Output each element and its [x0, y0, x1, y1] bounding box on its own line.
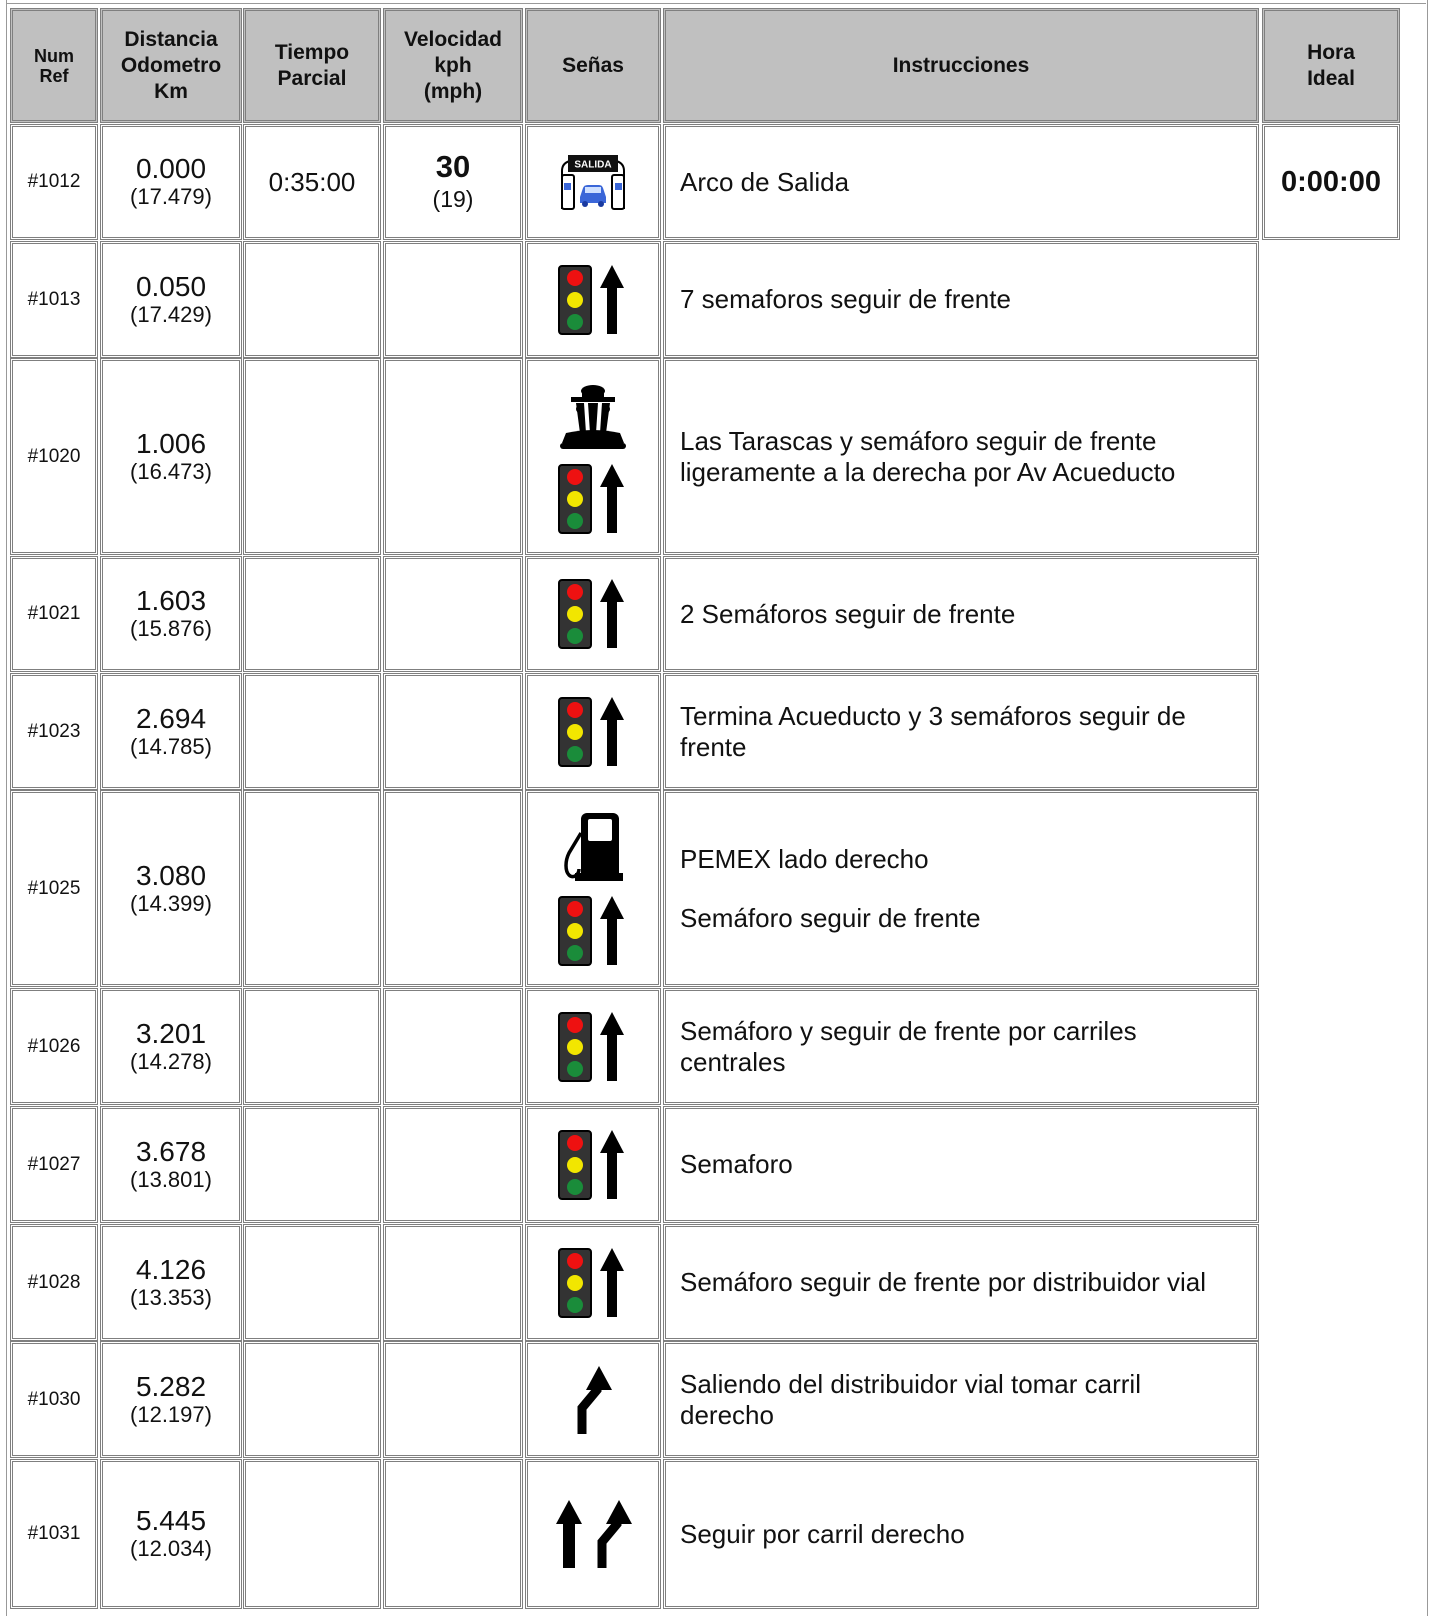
tiempo-parcial-cell	[243, 988, 381, 1105]
header-distancia-text: Distancia Odometro Km	[120, 27, 222, 103]
senas-cell	[525, 1106, 661, 1223]
ref-cell	[10, 1459, 98, 1609]
senas-cell	[525, 556, 661, 672]
ref-number: #1021	[27, 603, 81, 624]
tiempo-parcial-cell	[243, 556, 381, 672]
instrucciones-cell	[663, 673, 1259, 790]
traffic-light-straight-icon	[557, 264, 629, 336]
distance-remaining: (14.785)	[130, 733, 212, 759]
tiempo-parcial-cell	[243, 673, 381, 790]
instruction-text: Seguir por carril derecho	[680, 1518, 965, 1549]
distance-cell	[100, 358, 242, 555]
instruction-text: 7 semaforos seguir de frente	[680, 284, 1011, 314]
ref-number: #1030	[27, 1388, 81, 1410]
ref-number: #1027	[27, 1153, 81, 1175]
senas-cell	[525, 124, 661, 240]
instrucciones-cell	[663, 1224, 1259, 1341]
tiempo-parcial-cell	[243, 790, 381, 987]
salida-sign-label: SALIDA	[574, 159, 612, 171]
traffic-light-straight-icon	[557, 463, 629, 535]
bear-right-arrow-icon	[573, 1364, 613, 1436]
distance-remaining: (14.278)	[130, 1048, 212, 1074]
instruction-text: Saliendo del distribuidor vial tomar carril derecho	[680, 1368, 1141, 1430]
ref-number: #1025	[27, 877, 81, 899]
distance-remaining: (12.034)	[130, 1536, 212, 1561]
velocidad-cell	[383, 241, 523, 358]
distance-remaining: (13.353)	[130, 1284, 212, 1310]
distance-cell	[100, 124, 242, 240]
straight-and-bear-right-arrows-icon	[553, 1498, 633, 1570]
velocidad-cell	[383, 1224, 523, 1341]
distance-cell	[100, 790, 242, 987]
senas-cell	[525, 673, 661, 790]
hora-ideal-cell	[1262, 124, 1400, 240]
header-num-ref	[10, 8, 98, 123]
instruction-text: Arco de Salida	[680, 166, 850, 197]
senas-cell	[525, 1341, 661, 1458]
distance-remaining: (14.399)	[130, 890, 212, 916]
instruction-text: Las Tarascas y semáforo seguir de frente ligeramente a la derecha por Av Acueducto	[680, 425, 1176, 487]
instruction-text: Termina Acueducto y 3 semáforos seguir de frente	[680, 700, 1186, 762]
header-velocidad-text: Velocidad kph (mph)	[403, 27, 503, 103]
ref-cell	[10, 358, 98, 555]
senas-cell	[525, 241, 661, 358]
senas-cell	[525, 1224, 661, 1341]
instrucciones-cell	[663, 1106, 1259, 1223]
velocidad-cell	[383, 124, 523, 240]
ref-cell	[10, 673, 98, 790]
senas-cell	[525, 1459, 661, 1609]
header-hora-text: Hora Ideal	[1307, 40, 1355, 90]
distance-cell	[100, 241, 242, 358]
instruction-text: PEMEX lado derecho	[680, 843, 929, 874]
instrucciones-cell	[663, 241, 1259, 358]
distance-remaining: (12.197)	[130, 1401, 212, 1427]
instrucciones-cell	[663, 358, 1259, 555]
ref-cell	[10, 988, 98, 1105]
velocidad-cell	[383, 556, 523, 672]
ref-cell	[10, 1106, 98, 1223]
velocidad-cell	[383, 673, 523, 790]
distance-km: 0.000	[135, 153, 207, 184]
velocidad-kph: 30	[435, 149, 471, 184]
salida-arch-icon	[556, 153, 630, 211]
instruction-text: Semáforo seguir de frente por distribuidor vial	[680, 1267, 1207, 1297]
senas-cell	[525, 790, 661, 987]
distance-km: 0.050	[135, 270, 207, 302]
ref-cell	[10, 1341, 98, 1458]
distance-km: 5.445	[135, 1505, 207, 1536]
traffic-light-straight-icon	[557, 1129, 629, 1201]
tiempo-parcial-cell	[243, 1459, 381, 1609]
distance-km: 1.006	[135, 427, 207, 459]
distance-km: 2.694	[135, 702, 207, 734]
instrucciones-cell	[663, 556, 1259, 672]
instrucciones-cell	[663, 790, 1259, 987]
distance-km: 5.282	[135, 1370, 207, 1402]
header-hora	[1262, 8, 1400, 123]
distance-km: 3.678	[135, 1135, 207, 1167]
tiempo-parcial-cell	[243, 1106, 381, 1223]
instruction-text: Semaforo	[680, 1149, 793, 1179]
traffic-light-straight-icon	[557, 1011, 629, 1083]
traffic-light-straight-icon	[557, 578, 629, 650]
header-distancia	[100, 8, 242, 123]
instrucciones-cell	[663, 988, 1259, 1105]
velocidad-cell	[383, 358, 523, 555]
header-tiempo-text: Tiempo Parcial	[274, 40, 350, 90]
ref-cell	[10, 790, 98, 987]
distance-cell	[100, 673, 242, 790]
tiempo-parcial-cell	[243, 1341, 381, 1458]
instrucciones-cell	[663, 124, 1259, 240]
distance-remaining: (16.473)	[130, 458, 212, 484]
velocidad-cell	[383, 790, 523, 987]
header-instrucciones	[663, 8, 1259, 123]
header-velocidad	[383, 8, 523, 123]
ref-number: #1013	[27, 288, 81, 310]
velocidad-cell	[383, 988, 523, 1105]
ref-number: #1012	[27, 171, 81, 192]
instruction-text: Semáforo seguir de frente	[680, 902, 981, 933]
instruction-text: 2 Semáforos seguir de frente	[680, 598, 1016, 629]
ref-number: #1023	[27, 720, 81, 742]
ref-cell	[10, 124, 98, 240]
distance-cell	[100, 1459, 242, 1609]
ref-number: #1028	[27, 1271, 81, 1293]
distance-km: 4.126	[135, 1253, 207, 1285]
tiempo-parcial-cell	[243, 358, 381, 555]
distance-cell	[100, 1224, 242, 1341]
velocidad-cell	[383, 1106, 523, 1223]
tiempo-parcial-cell	[243, 241, 381, 358]
distance-cell	[100, 1106, 242, 1223]
distance-km: 3.080	[135, 859, 207, 891]
header-instrucciones-text: Instrucciones	[892, 53, 1030, 77]
distance-remaining: (17.479)	[130, 184, 212, 209]
traffic-light-straight-icon	[557, 696, 629, 768]
distance-cell	[100, 988, 242, 1105]
instruction-text: Semáforo y seguir de frente por carriles centrales	[680, 1015, 1137, 1077]
senas-cell	[525, 358, 661, 555]
distance-remaining: (17.429)	[130, 301, 212, 327]
instrucciones-cell	[663, 1459, 1259, 1609]
hora-ideal: 0:00:00	[1281, 165, 1381, 198]
traffic-light-straight-icon	[557, 895, 629, 967]
distance-remaining: (13.801)	[130, 1166, 212, 1192]
traffic-light-straight-icon	[557, 1247, 629, 1319]
ref-cell	[10, 556, 98, 672]
senas-cell	[525, 988, 661, 1105]
ref-cell	[10, 1224, 98, 1341]
distance-cell	[100, 1341, 242, 1458]
ref-cell	[10, 241, 98, 358]
instrucciones-cell	[663, 1341, 1259, 1458]
velocidad-cell	[383, 1341, 523, 1458]
distance-km: 1.603	[135, 585, 207, 616]
ref-number: #1031	[27, 1523, 81, 1544]
header-tiempo	[243, 8, 381, 123]
ref-number: #1026	[27, 1035, 81, 1057]
tiempo-parcial-cell	[243, 124, 381, 240]
distance-remaining: (15.876)	[130, 616, 212, 641]
tiempo-parcial: 0:35:00	[268, 166, 356, 197]
distance-cell	[100, 556, 242, 672]
header-senas	[525, 8, 661, 123]
velocidad-cell	[383, 1459, 523, 1609]
tarascas-monument-icon	[558, 379, 628, 451]
ref-number: #1020	[27, 445, 81, 467]
header-num-ref-text: Num Ref	[34, 45, 74, 86]
velocidad-mph: (19)	[432, 186, 474, 212]
tiempo-parcial-cell	[243, 1224, 381, 1341]
fuel-pump-icon	[561, 811, 625, 883]
header-senas-text: Señas	[562, 53, 624, 77]
distance-km: 3.201	[135, 1017, 207, 1049]
